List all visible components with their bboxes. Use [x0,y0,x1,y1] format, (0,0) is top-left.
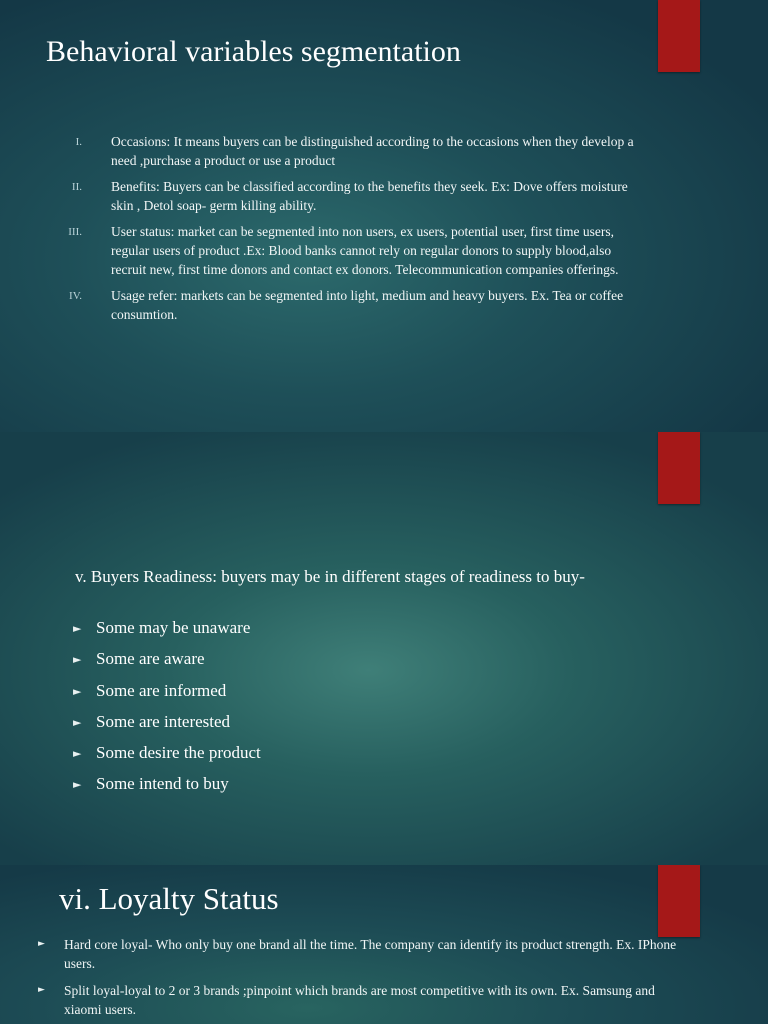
loyalty-list [0,935,694,1024]
bullet-arrow-icon: ► [73,622,82,635]
list-text: Hard core loyal- Who only buy one brand all the time. The company can identify its product strength. Ex. IPhone users. [64,937,677,971]
list-text: Split loyal-loyal to 2 or 3 brands ;pinpoint which brands are most competitive with its own. Ex. Samsung and xiaomi users. [64,983,655,1017]
list-text: Some are interested [96,711,231,731]
list-item [0,981,694,1019]
bullet-arrow-icon: ► [73,747,82,761]
slide-title: vi. Loyalty Status [59,881,279,916]
variables-list [0,132,700,331]
slide-behavioral-variables [0,0,768,432]
list-text: User status: market can be segmented into non users, ex users, potential user, first time users, regular users of product .Ex: Blood banks cannot rely on regular donors to supply blood,also recruit new, first time donors and contact ex donors. Telecommunication companies offerings. [111,224,619,277]
accent-tab [658,432,700,504]
list-text: Some intend to buy [96,774,229,794]
accent-tab [658,0,700,72]
slide-lead-text: v. Buyers Readiness: buyers may be in different stages of readiness to buy- [75,567,585,586]
list-text: Some desire the product [96,743,261,763]
list-item [0,177,700,215]
list-number: III. [68,226,82,238]
bullet-arrow-icon: ► [73,778,82,792]
slide-loyalty-status [0,865,768,1024]
bullet-arrow-icon: ► [73,653,82,667]
slide-buyers-readiness [0,432,768,865]
bullet-arrow-icon: ► [73,715,82,729]
list-text: Usage refer: markets can be segmented into light, medium and heavy buyers. Ex. Tea or coffee consumtion. [111,288,624,322]
slide-title: Behavioral variables segmentation [46,35,461,68]
list-number: IV. [69,290,82,302]
list-item [0,222,700,279]
list-item [0,286,700,324]
list-text: Some may be unaware [96,618,251,637]
list-text: Occasions: It means buyers can be distinguished according to the occasions when they develop a need ,purchase a product or use a product [111,134,634,168]
bullet-arrow-icon: ► [38,939,45,949]
bullet-arrow-icon: ► [73,684,82,698]
list-item [0,935,694,973]
list-number: II. [71,181,82,193]
list-text: Some are informed [96,680,227,700]
bullet-arrow-icon: ► [38,985,45,995]
list-item [0,132,700,170]
accent-tab [658,865,700,937]
list-text: Some are aware [96,649,205,669]
list-text: Benefits: Buyers can be classified according to the benefits they seek. Ex: Dove offers moisture skin , Detol soap- germ killing ability. [111,179,628,213]
list-number: I. [75,136,82,148]
